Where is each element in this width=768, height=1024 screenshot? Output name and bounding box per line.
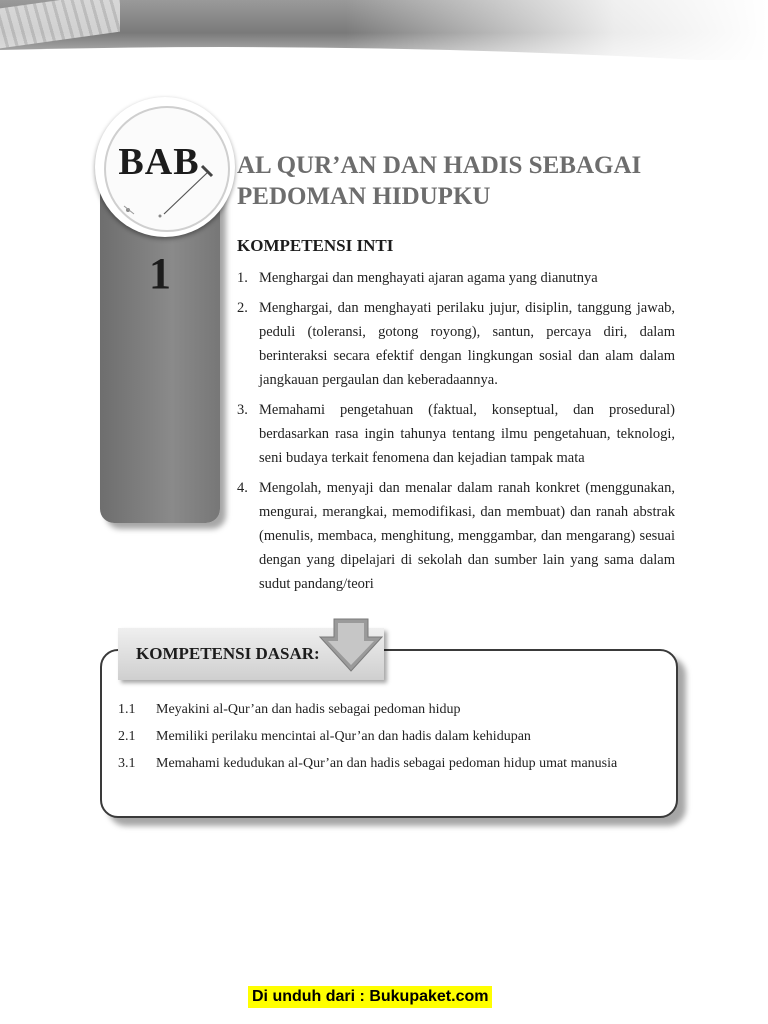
- kompetensi-dasar-item: [118, 754, 638, 774]
- item-text: Memahami kedudukan al-Qur’an dan hadis sebagai pedoman hidup umat manusia: [156, 756, 618, 771]
- item-text: Menghargai dan menghayati ajaran agama yang dianutnya: [259, 270, 598, 286]
- item-number: 4.: [237, 480, 248, 496]
- item-text: Mengolah, menyaji dan menalar dalam ranah konkret (menggunakan, mengurai, merangkai, memodifikasi, dan membuat) dan ranah abstrak (menulis, membaca, menghitung, menggambar, dan mengarang) sesuai dengan yang dipelajari di sekolah dan sumber lain yang sama dalam sudut pandang/teori: [259, 480, 675, 592]
- kompetensi-inti-item: [237, 398, 675, 470]
- down-arrow-icon: [318, 617, 384, 673]
- kompetensi-inti-item: [237, 476, 675, 596]
- kompetensi-dasar-item: [118, 727, 638, 747]
- kompetensi-inti-item: [237, 266, 675, 290]
- kompetensi-inti-heading: KOMPETENSI INTI: [237, 236, 394, 255]
- item-text: Memahami pengetahuan (faktual, konseptual, dan prosedural) berdasarkan rasa ingin tahunya tentang ilmu pengetahuan, teknologi, seni budaya terkait fenomena dan kejadian tampak mata: [259, 402, 675, 466]
- chapter-label: BAB: [118, 141, 200, 183]
- kompetensi-dasar-item: [118, 700, 638, 720]
- chapter-title-line-2: PEDOMAN HIDUPKU: [237, 183, 491, 210]
- kompetensi-inti-list: [237, 266, 675, 602]
- chapter-number: 1: [149, 249, 171, 298]
- item-number: 3.: [237, 402, 248, 418]
- item-number: 2.: [237, 300, 248, 316]
- kompetensi-dasar-list: [118, 700, 638, 781]
- download-source-link[interactable]: Di unduh dari : Bukupaket.com: [248, 986, 492, 1008]
- chapter-title-line-1: AL QUR’AN DAN HADIS SEBAGAI: [237, 152, 642, 179]
- item-number: 3.1: [118, 756, 136, 771]
- item-text: Menghargai, dan menghayati perilaku jujur, disiplin, tanggung jawab, peduli (toleransi, gotong royong), santun, percaya diri, dalam berinteraksi secara efektif dengan lingkungan sosial dan alam dalam jangkauan pergaulan dan keberadaannya.: [259, 300, 675, 388]
- chapter-title: [237, 150, 707, 212]
- kompetensi-dasar-heading: KOMPETENSI DASAR:: [136, 644, 320, 663]
- item-text: Meyakini al-Qur’an dan hadis sebagai pedoman hidup: [156, 702, 461, 717]
- kompetensi-inti-item: [237, 296, 675, 392]
- item-number: 1.1: [118, 702, 136, 717]
- item-number: 1.: [237, 270, 248, 286]
- item-text: Memiliki perilaku mencintai al-Qur’an dan hadis dalam kehidupan: [156, 729, 531, 744]
- item-number: 2.1: [118, 729, 136, 744]
- banner-curve-decoration: [0, 40, 768, 64]
